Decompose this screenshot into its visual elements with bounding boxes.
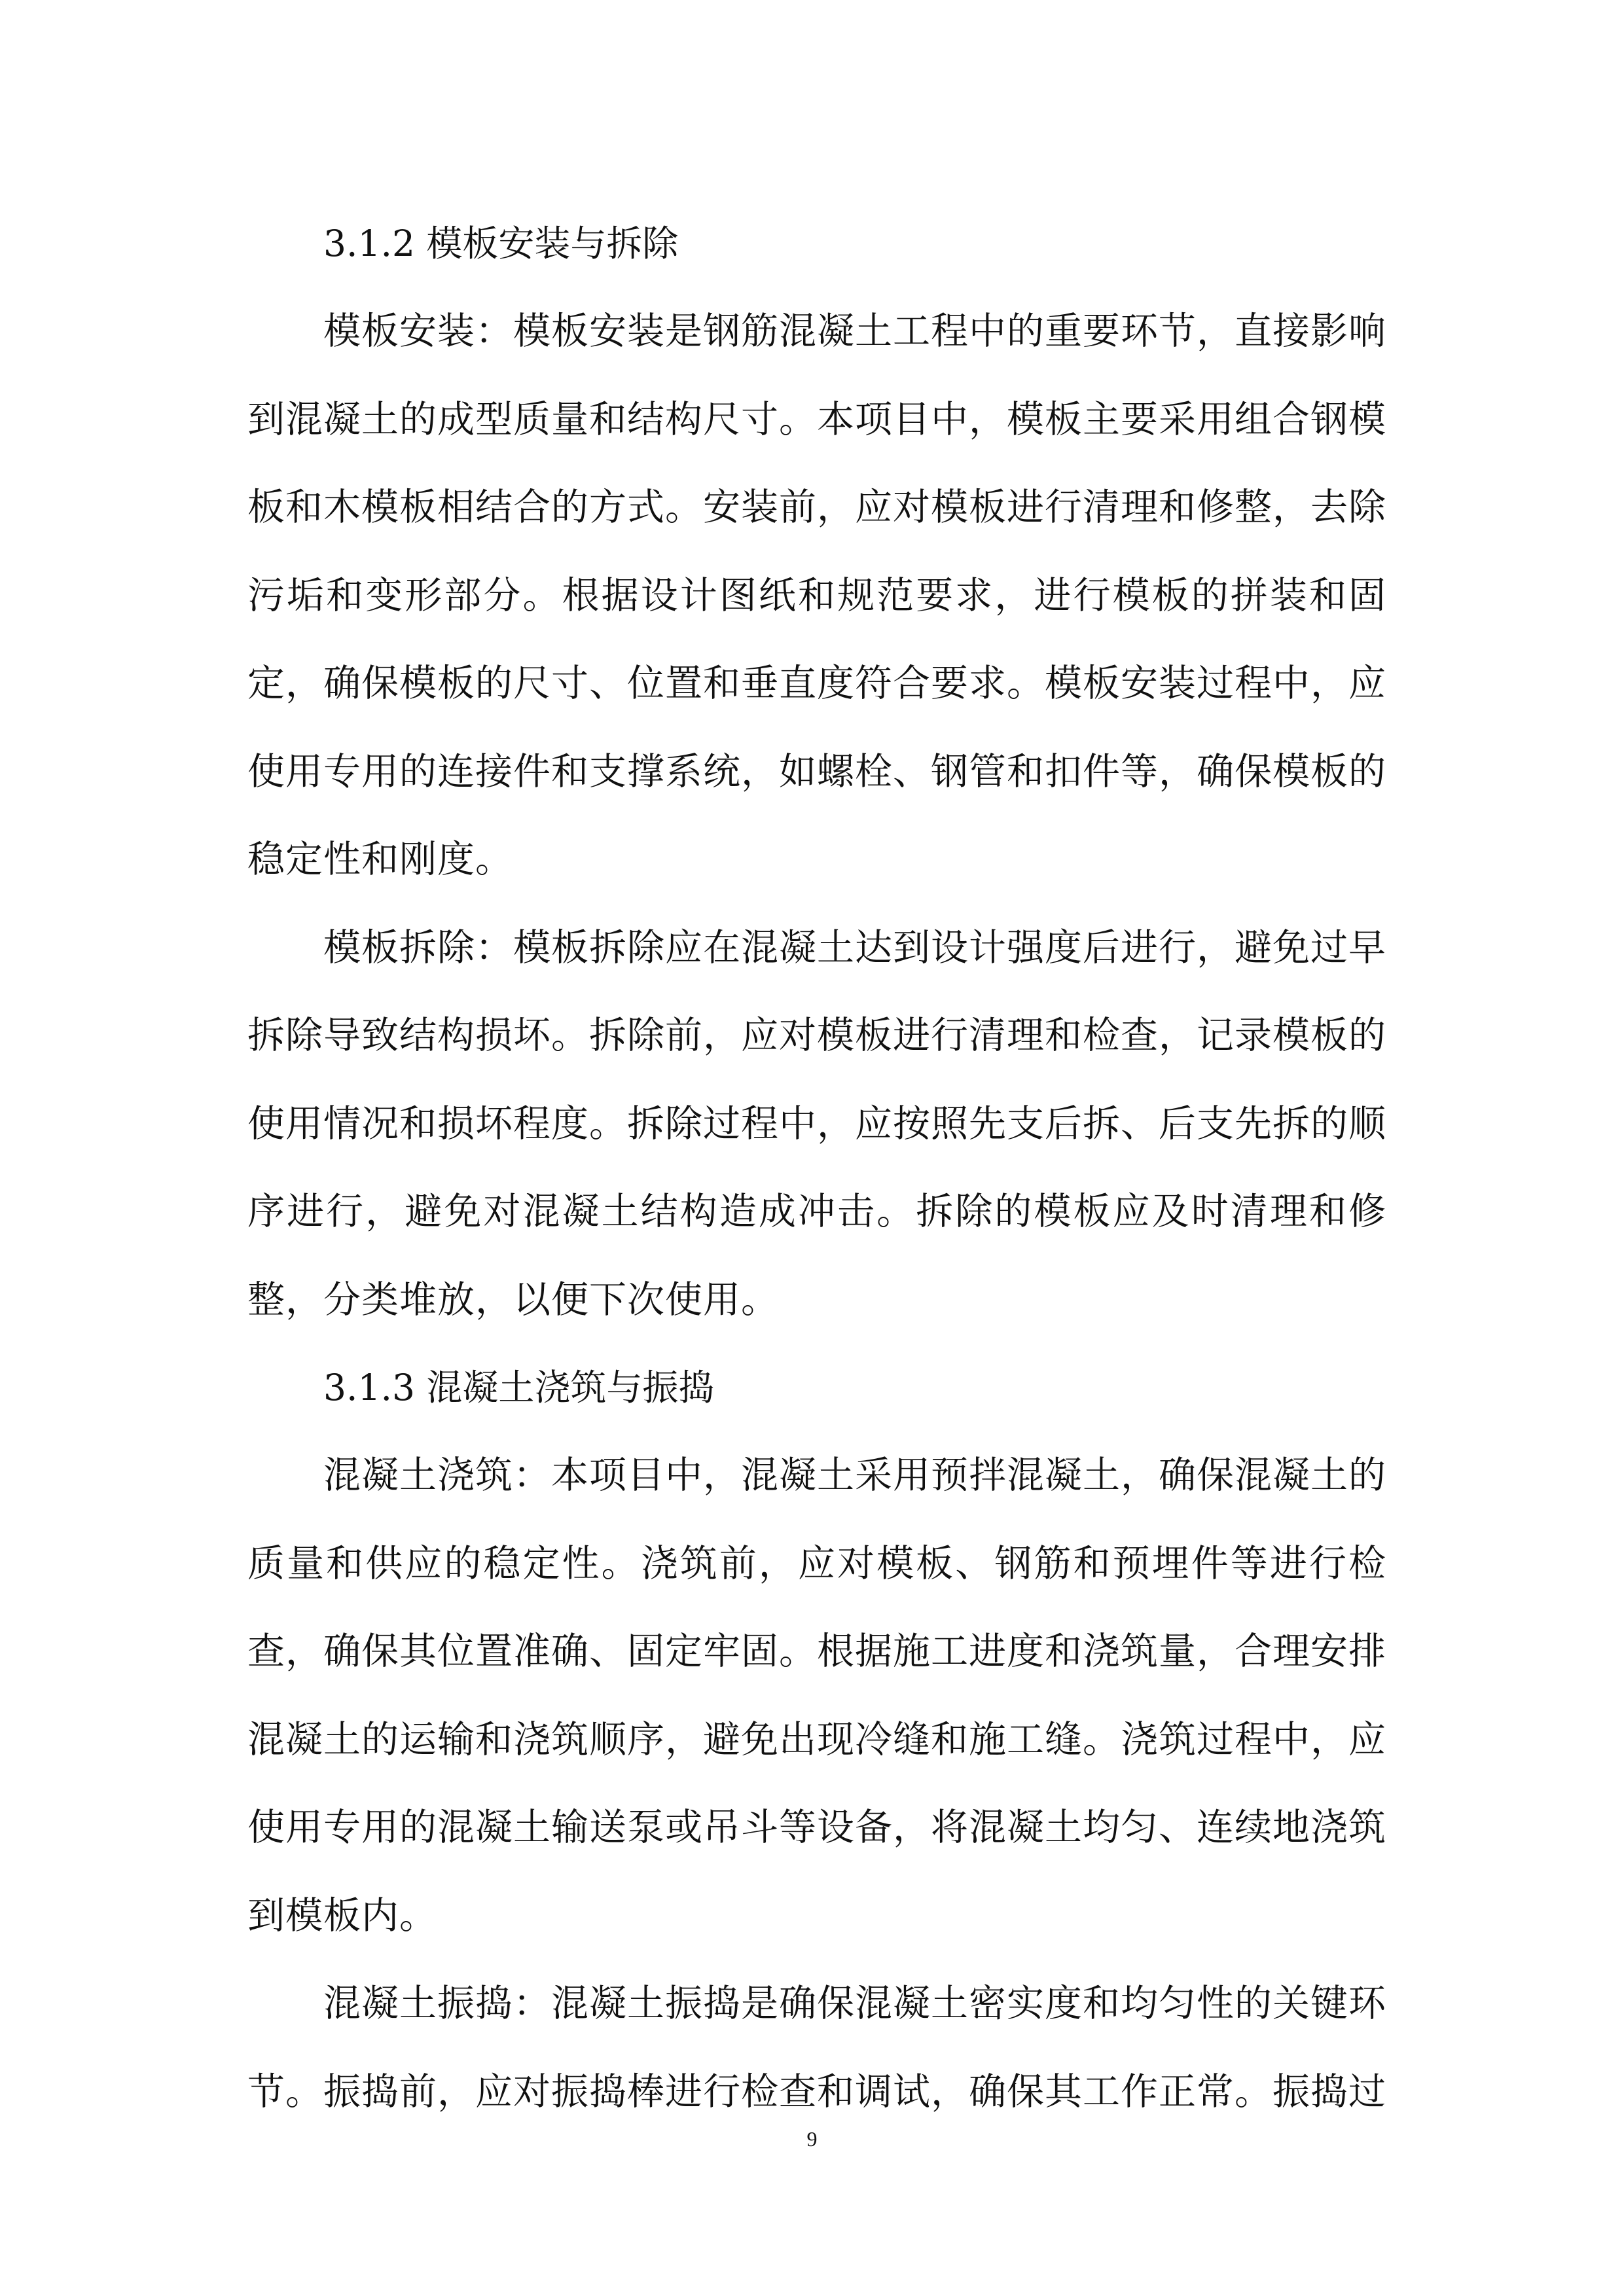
paragraph-formwork-removal: 模板拆除：模板拆除应在混凝土达到设计强度后进行，避免过早拆除导致结构损坏。拆除前，应对模板进行清理和检查，记录模板的使用情况和损坏程度。拆除过程中，应按照先支后拆、后支先拆的顺序进行，避免对混凝土结构造成冲击。拆除的模板应及时清理和修整，分类堆放，以便下次使用。 <box>247 925 1386 1321</box>
section-heading-3-1-3: 3.1.3 混凝土浇筑与振捣 <box>323 1367 715 1408</box>
paragraph-concrete-pouring: 混凝土浇筑：本项目中，混凝土采用预拌混凝土，确保混凝土的质量和供应的稳定性。浇筑前，应对模板、钢筋和预埋件等进行检查，确保其位置准确、固定牢固。根据施工进度和浇筑量，合理安排混凝土的运输和浇筑顺序，避免出现冷缝和施工缝。浇筑过程中，应使用专用的混凝土输送泵或吊斗等设备，将混凝土均匀、连续地浇筑到模板内。 <box>247 1454 1386 1937</box>
section-heading-3-1-2: 3.1.2 模板安装与拆除 <box>323 223 679 264</box>
page-number: 9 <box>806 2127 818 2151</box>
paragraph-concrete-vibration: 混凝土振捣：混凝土振捣是确保混凝土密实度和均匀性的关键环节。振捣前，应对振捣棒进行检查和调试，确保其工作正常。振捣过 <box>247 1982 1386 2113</box>
document-body <box>247 200 1386 2136</box>
paragraph-formwork-installation: 模板安装：模板安装是钢筋混凝土工程中的重要环节，直接影响到混凝土的成型质量和结构尺寸。本项目中，模板主要采用组合钢模板和木模板相结合的方式。安装前，应对模板进行清理和修整，去除污垢和变形部分。根据设计图纸和规范要求，进行模板的拼装和固定，确保模板的尺寸、位置和垂直度符合要求。模板安装过程中，应使用专用的连接件和支撑系统，如螺栓、钢管和扣件等，确保模板的稳定性和刚度。 <box>247 310 1386 881</box>
